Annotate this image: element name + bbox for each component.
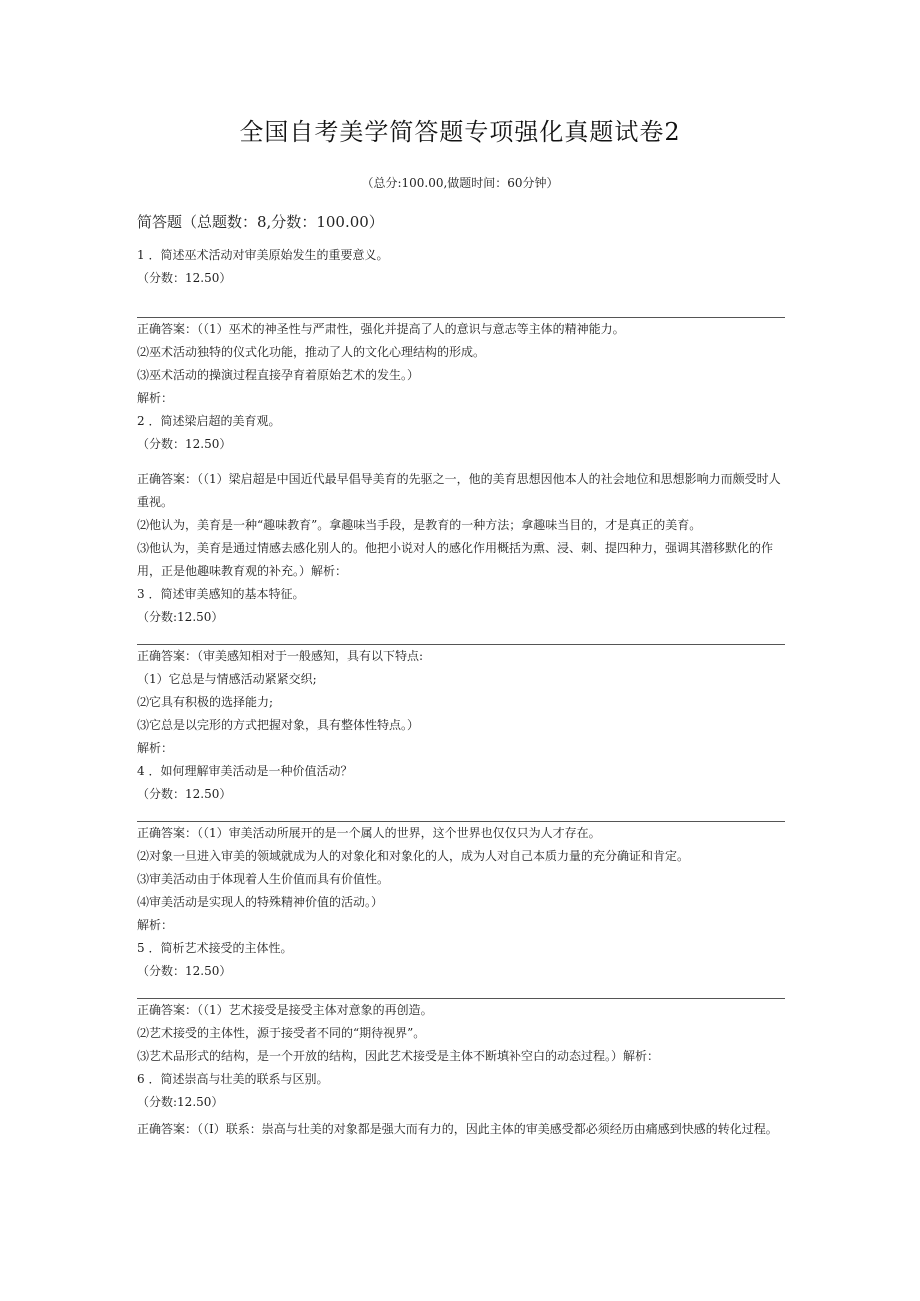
answer-line: ⑶他认为，美育是通过情感去感化别人的。他把小说对人的感化作用概括为熏、浸、刺、提四种力，强调其潜移默化的作用，正是他趣味教育观的补充。）解析：: [137, 541, 774, 578]
answer-line: 正确答案：（（I）联系：崇高与壮美的对象都是强大而有力的，因此主体的审美感受都必须经历由痛感到快感的转化过程。: [137, 1122, 778, 1136]
answer-line: 正确答案：（（1）梁启超是中国近代最早倡导美育的先驱之一，他的美育思想因他本人的社会地位和思想影响力而颇受时人重视。: [137, 472, 781, 509]
answer-line: 正确答案：（（1）艺术接受是接受主体对意象的再创造。: [137, 1003, 433, 1017]
answer-line: ⑵艺术接受的主体性，源于接受者不同的“期待视界”。: [137, 1026, 426, 1040]
page-title: 全国自考美学简答题专项强化真题试卷2: [239, 118, 681, 146]
question-score: （分数：12.50）: [137, 271, 232, 285]
question-block: [137, 1068, 785, 1141]
question-text: 4 ．如何理解审美活动是一种价值活动？: [137, 764, 353, 778]
question-score: （分数：12.50）: [137, 787, 232, 801]
question-block: [137, 583, 785, 760]
answer-line: ⑵巫术活动独特的仪式化功能，推动了人的文化心理结构的形成。: [137, 345, 486, 359]
answer-line: ⑵它具有积极的选择能力;: [137, 695, 274, 709]
answer-line: 正确答案：（（1）巫术的神圣性与严肃性，强化并提高了人的意识与意志等主体的精神能力。: [137, 322, 625, 336]
answer-line: ⑵对象一旦进入审美的领域就成为人的对象化和对象化的人，成为人对自己本质力量的充分确证和肯定。: [137, 849, 690, 863]
question-text: 1 ．简述巫术活动对审美原始发生的重要意义。: [137, 248, 389, 262]
answer-line: 正确答案：（审美感知相对于一般感知，具有以下特点:: [137, 649, 424, 663]
question-score: （分数:12.50）: [137, 1095, 224, 1109]
exam-meta: （总分:100.00,做题时间：60分钟）: [361, 176, 559, 190]
answer-line: ⑶它总是以完形的方式把握对象，具有整体性特点。）: [137, 718, 420, 732]
question-text: 3 ．简述审美感知的基本特征。: [137, 587, 305, 601]
question-text: 2 ．简述梁启超的美育观。: [137, 414, 281, 428]
answer-line: （1）它总是与情感活动紧紧交织;: [137, 672, 317, 686]
analysis-label: 解析：: [137, 741, 174, 755]
question-block: [137, 244, 785, 410]
question-block: [137, 760, 785, 937]
question-text: 5 ．简析艺术接受的主体性。: [137, 941, 293, 955]
question-score: （分数：12.50）: [137, 437, 232, 451]
answer-line: ⑷审美活动是实现人的特殊精神价值的活动。）: [137, 895, 384, 909]
analysis-label: 解析：: [137, 918, 174, 932]
question-score: （分数:12.50）: [137, 610, 224, 624]
analysis-label: 解析：: [137, 391, 174, 405]
answer-line: ⑶艺术品形式的结构，是一个开放的结构，因此艺术接受是主体不断填补空白的动态过程。）解析：: [137, 1049, 660, 1063]
question-score: （分数：12.50）: [137, 964, 232, 978]
question-text: 6 ．简述崇高与壮美的联系与区别。: [137, 1072, 329, 1086]
question-block: [137, 937, 785, 1068]
answer-line: 正确答案：（（1）审美活动所展开的是一个属人的世界，这个世界也仅仅只为人才存在。: [137, 826, 601, 840]
answer-line: ⑵他认为，美育是一种“趣味教育”。拿趣味当手段，是教育的一种方法；拿趣味当目的，才是真正的美育。: [137, 518, 702, 532]
answer-line: ⑶巫术活动的操演过程直接孕育着原始艺术的发生。）: [137, 368, 420, 382]
question-block: [137, 410, 785, 583]
answer-line: ⑶审美活动由于体现着人生价值而具有价值性。: [137, 872, 390, 886]
section-heading: 简答题（总题数：8,分数：100.00）: [137, 213, 384, 231]
question-list: [137, 244, 785, 1141]
